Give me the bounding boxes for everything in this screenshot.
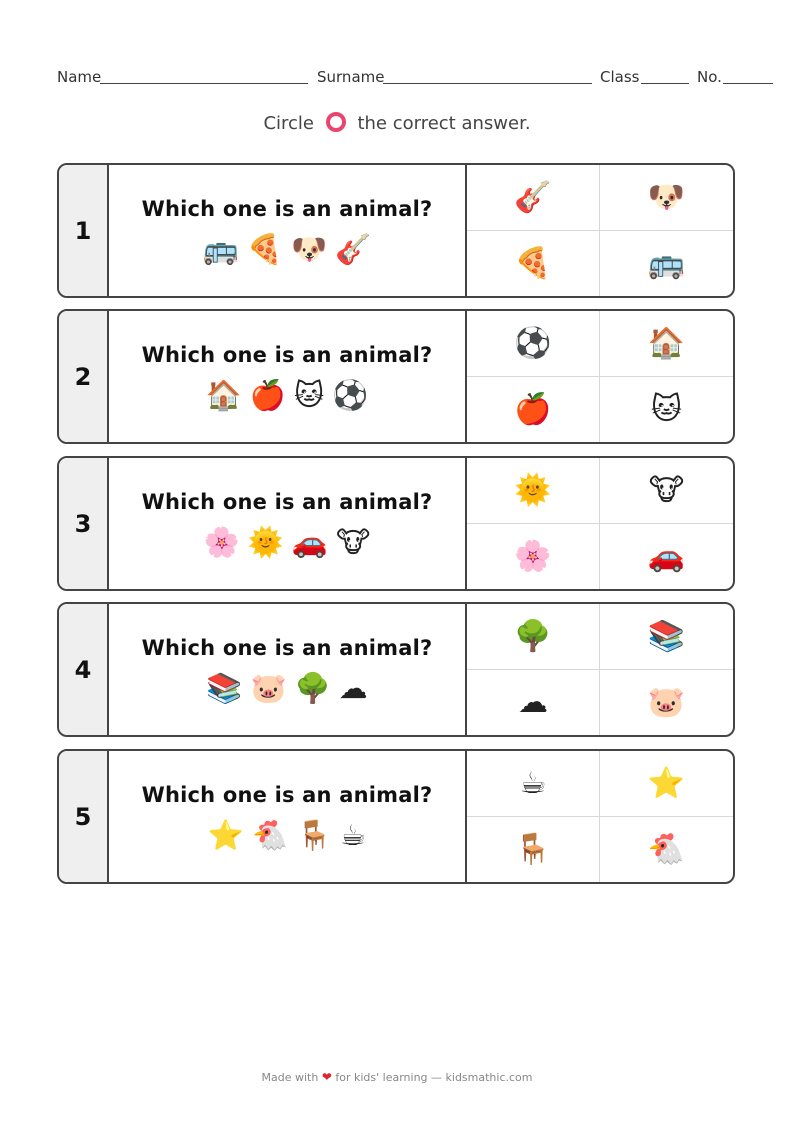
- answer-options: [467, 165, 733, 296]
- question-panel: [109, 311, 467, 442]
- question-text: Which one is an animal?: [141, 783, 433, 807]
- answer-option[interactable]: 🚌: [647, 245, 686, 281]
- answer-option[interactable]: ⭐: [600, 751, 733, 817]
- question-item-icon: 🚗: [291, 525, 328, 559]
- instruction-text-after: the correct answer.: [357, 113, 531, 134]
- instruction-text-before: Circle: [263, 113, 314, 134]
- question-items: [203, 231, 371, 267]
- answer-option[interactable]: 🍎: [467, 377, 600, 443]
- question-panel: [109, 165, 467, 296]
- question-panel: [109, 751, 467, 882]
- answer-option[interactable]: 🌸: [467, 524, 600, 590]
- answer-option[interactable]: 🌞: [467, 458, 600, 524]
- question-text: Which one is an animal?: [141, 490, 433, 514]
- answer-options: [467, 458, 733, 589]
- answer-option[interactable]: ☕: [467, 751, 600, 817]
- question-card: [57, 602, 735, 737]
- answer-option[interactable]: 🍕: [467, 231, 600, 297]
- question-item-icon: 🚌: [202, 232, 239, 266]
- question-item-icon: 🪑: [296, 818, 333, 852]
- answer-option[interactable]: 🏠: [600, 311, 733, 377]
- student-info-header: [57, 62, 773, 86]
- answer-option[interactable]: 🐱: [650, 391, 683, 427]
- question-items: [204, 524, 371, 560]
- footer-text-after: for kids' learning — kidsmathic.com: [335, 1071, 533, 1084]
- answer-option[interactable]: 🐶: [600, 165, 733, 231]
- question-item-icon: 🏠: [205, 378, 242, 412]
- question-number: 1: [59, 165, 109, 296]
- question-number: 2: [59, 311, 109, 442]
- answer-option[interactable]: ☁: [467, 670, 600, 736]
- name-label: Name: [57, 68, 102, 86]
- question-item-icon: ☕: [340, 818, 367, 852]
- question-item-icon: ☁: [338, 671, 368, 705]
- question-item-icon: 📚: [206, 671, 243, 705]
- footer-text-before: Made with: [261, 1071, 319, 1084]
- question-card: [57, 749, 735, 884]
- answer-option[interactable]: 🎸: [467, 165, 600, 231]
- question-text: Which one is an animal?: [141, 343, 433, 367]
- answer-options: [467, 311, 733, 442]
- question-card: [57, 456, 735, 591]
- question-item-icon: 🍎: [249, 378, 286, 412]
- answer-option[interactable]: 🌳: [467, 604, 600, 670]
- class-field[interactable]: [641, 83, 689, 84]
- question-item-icon: 🍕: [246, 232, 283, 266]
- question-number: 4: [59, 604, 109, 735]
- question-panel: [109, 458, 467, 589]
- class-label: Class: [600, 68, 640, 86]
- question-item-icon: 🐶: [291, 232, 328, 266]
- number-label: No.: [697, 68, 722, 86]
- answer-option[interactable]: 📚: [600, 604, 733, 670]
- question-items: [206, 377, 369, 413]
- footer: [0, 1070, 794, 1084]
- question-item-icon: 🐮: [336, 525, 371, 559]
- answer-option[interactable]: 🐔: [647, 831, 686, 867]
- question-number: 5: [59, 751, 109, 882]
- question-item-icon: ⚽: [332, 378, 369, 412]
- answer-options: [467, 604, 733, 735]
- question-item-icon: 🌳: [294, 671, 331, 705]
- number-field[interactable]: [723, 83, 773, 84]
- question-text: Which one is an animal?: [141, 197, 433, 221]
- answer-option[interactable]: 🪑: [467, 817, 600, 883]
- question-item-icon: 🐱: [293, 378, 325, 412]
- question-card: [57, 309, 735, 444]
- question-card: [57, 163, 735, 298]
- question-item-icon: 🌞: [247, 525, 284, 559]
- answer-option[interactable]: 🚗: [647, 538, 686, 574]
- surname-label: Surname: [317, 68, 385, 86]
- question-item-icon: 🎸: [335, 232, 372, 266]
- instruction: [0, 112, 794, 134]
- answer-option[interactable]: ⚽: [467, 311, 600, 377]
- question-items: [206, 670, 367, 706]
- question-item-icon: 🌸: [203, 525, 240, 559]
- question-item-icon: 🐷: [250, 671, 287, 705]
- answer-option[interactable]: 🐷: [647, 684, 686, 720]
- question-item-icon: 🐔: [251, 818, 289, 852]
- answer-option[interactable]: 🐮: [600, 458, 733, 524]
- question-number: 3: [59, 458, 109, 589]
- surname-field[interactable]: [383, 83, 592, 84]
- answer-options: [467, 751, 733, 882]
- name-field[interactable]: [100, 83, 308, 84]
- heart-icon: ❤: [321, 1070, 332, 1084]
- question-text: Which one is an animal?: [141, 636, 433, 660]
- question-items: [208, 817, 366, 853]
- question-item-icon: ⭐: [207, 818, 244, 852]
- question-panel: [109, 604, 467, 735]
- circle-ring-icon: [326, 112, 346, 132]
